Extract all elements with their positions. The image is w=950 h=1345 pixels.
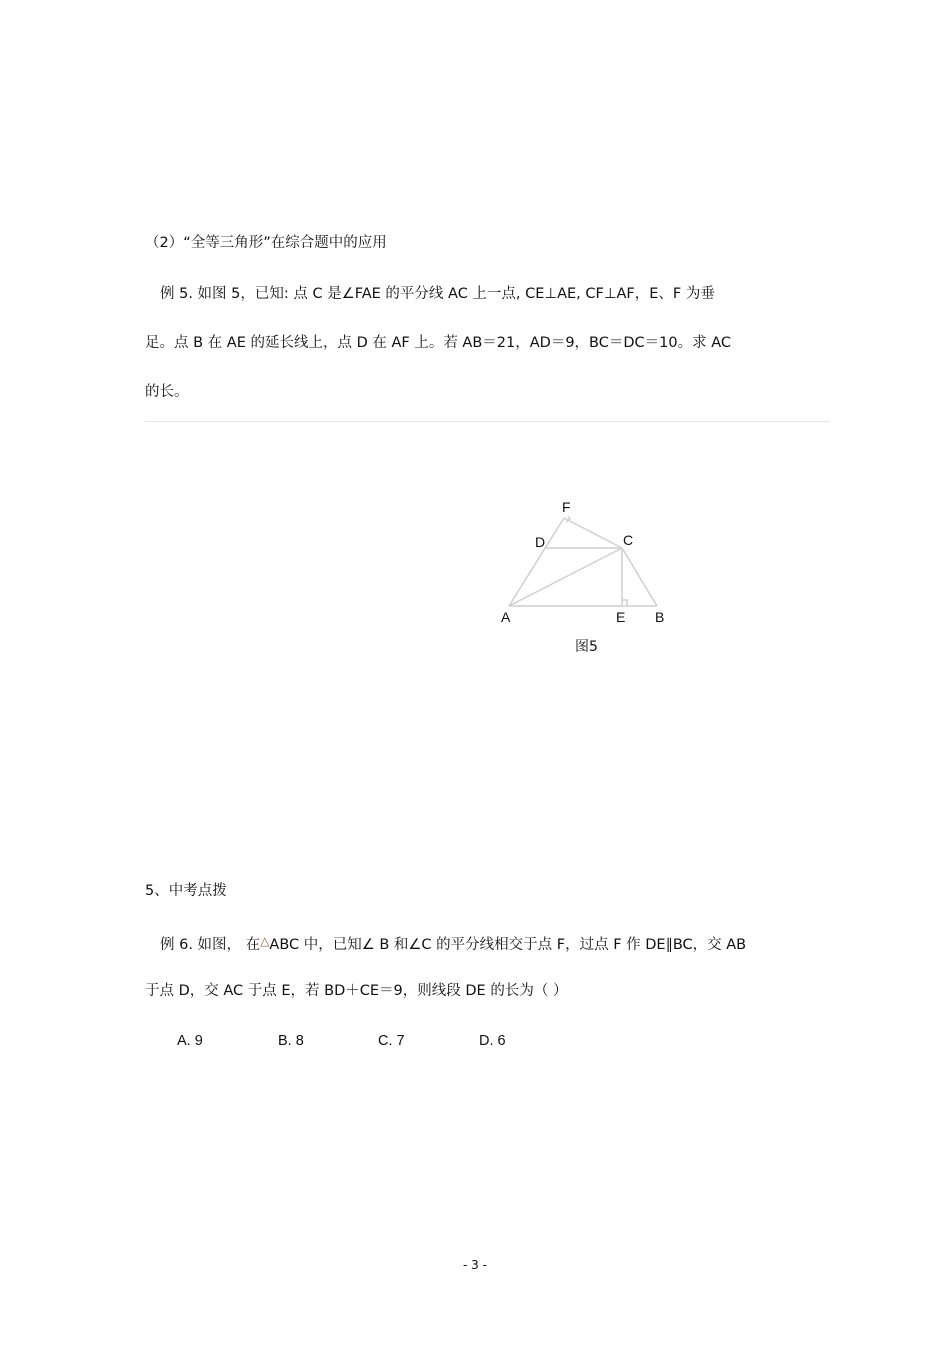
label-D: D <box>535 534 546 550</box>
example6-line2: 于点 D，交 AC 于点 E，若 BD＋CE＝9，则线段 DE 的长为（ ） <box>145 983 568 999</box>
option-d: D. 6 <box>479 1033 506 1049</box>
example5-line2: 足。点 B 在 AE 的延长线上，点 D 在 AF 上。若 AB＝21，AD＝9，BC＝DC＝10。求 AC <box>145 335 732 351</box>
option-a: A. 9 <box>177 1033 203 1049</box>
example5-line3: 的长。 <box>145 384 189 400</box>
figure5-caption: 图5 <box>575 639 598 655</box>
option-b: B. 8 <box>278 1033 304 1049</box>
option-c: C. 7 <box>378 1033 405 1049</box>
section2-heading: （2）“全等三角形”在综合题中的应用 <box>145 235 387 251</box>
label-E: E <box>616 609 626 625</box>
separator-line <box>145 421 830 422</box>
segment-FC <box>564 518 622 548</box>
segment-CB <box>622 548 657 606</box>
section5-heading: 5、中考点拨 <box>145 883 227 899</box>
figure5-diagram <box>0 490 950 690</box>
label-C: C <box>623 532 634 548</box>
segment-AC <box>509 548 622 606</box>
label-B: B <box>655 609 665 625</box>
example6-line1 <box>160 931 746 955</box>
label-F: F <box>562 499 571 515</box>
example6-line1-suffix: ABC 中，已知∠ B 和∠C 的平分线相交于点 F，过点 F 作 DE∥BC，交 AB <box>269 937 747 953</box>
example5-line1: 例 5. 如图 5，已知: 点 C 是∠FAE 的平分线 AC 上一点, CE⊥AE, CF⊥AF，E、F 为垂 <box>160 286 715 302</box>
segment-AF <box>509 518 564 606</box>
example6-line1-prefix: 例 6. 如图， 在 <box>160 937 261 953</box>
triangle-symbol: △ <box>260 934 270 948</box>
page-number: - 3 - <box>463 1258 487 1272</box>
label-A: A <box>501 609 511 625</box>
